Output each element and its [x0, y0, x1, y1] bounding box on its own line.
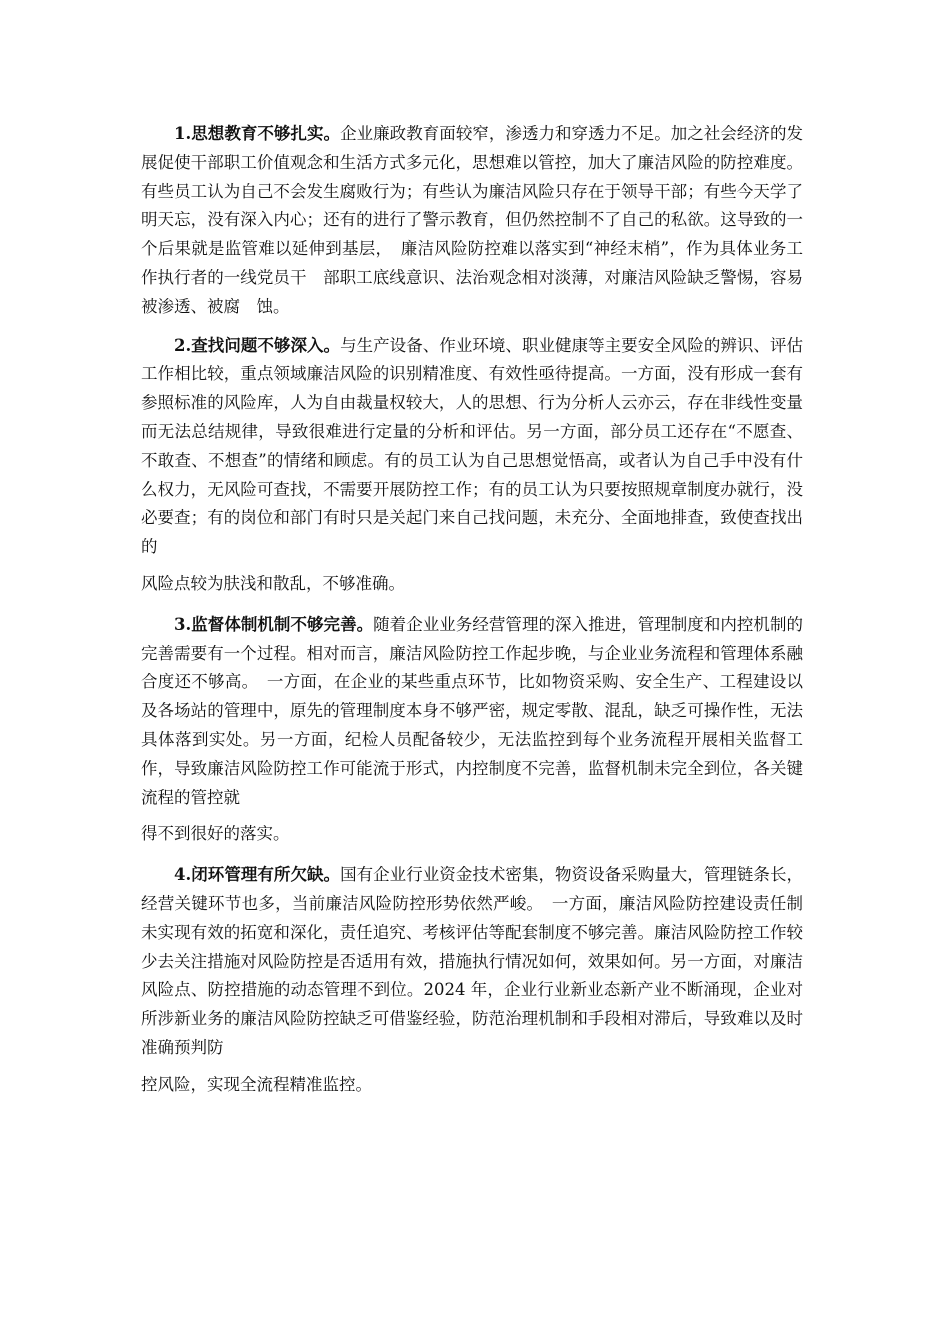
- section-3: [141, 611, 803, 849]
- section-heading: 3.监督体制机制不够完善。: [174, 614, 374, 634]
- paragraph: [141, 332, 803, 562]
- section-heading: 1.思想教育不够扎实。: [174, 124, 341, 143]
- paragraph-continuation: 控风险，实现全流程精准监控。: [141, 1074, 372, 1094]
- section-2: [141, 332, 803, 599]
- section-text: 与生产设备、作业环境、职业健康等主要安全风险的辨识、评估工作相比较，重点领域廉洁风险的识别精准度、有效性亟待提高。一方面，没有形成一套有参照标准的风险库，人为自由裁量权较大，人的思想、行为分析人云亦云，存在非线性变量而无法总结规律，导致很难进行定量的分析和评估。另一方面，部分员工还存在“不愿查、不敢查、不想查”的情绪和顾虑。有的员工认为自己思想觉悟高，或者认为自己手中没有什么权力，无风险可查找，不需要开展防控工作；有的员工认为只要按照规章制度办就行，没必要查；有的岗位和部门有时只是关起门来自己找问题，未充分、全面地排查，致使查找出的: [141, 335, 804, 557]
- section-text: 企业廉政教育面较窄，渗透力和穿透力不足。加之社会经济的发展促使干部职工价值观念和生活方式多元化，思想难以管控，加大了廉洁风险的防控难度。有些员工认为自己不会发生腐败行为；有些认为廉洁风险只存在于领导干部；有些今天学了明天忘，没有深入内心；还有的进行了警示教育，但仍然控制不了自己的私欲。这导致的一个后果就是监管难以延伸到基层， 廉洁风险防控难以落实到“神经末梢”，作为具体业务工作执行者的一线党员干 部职工底线意识、法治观念相对淡薄，对廉洁风险缺乏警惕，容易被渗透、被腐 蚀。: [141, 124, 804, 316]
- section-4: [141, 861, 803, 1099]
- paragraph: [141, 861, 803, 1063]
- paragraph-continuation: 得不到很好的落实。: [141, 824, 290, 844]
- document-body: [141, 120, 803, 1100]
- section-1: [141, 120, 803, 322]
- section-text: 随着企业业务经营管理的深入推进，管理制度和内控机制的完善需要有一个过程。相对而言，廉洁风险防控工作起步晚，与企业业务流程和管理体系融合度还不够高。 一方面，在企业的某些重点环节，比如物资采购、安全生产、工程建设以及各场站的管理中，原先的管理制度本身不够严密，规定零散、混乱，缺乏可操作性，无法具体落到实处。另一方面，纪检人员配备较少，无法监控到每个业务流程开展相关监督工作，导致廉洁风险防控工作可能流于形式，内控制度不完善，监督机制未完全到位，各关键流程的管控就: [141, 614, 803, 807]
- paragraph: [141, 611, 803, 813]
- section-text: 国有企业行业资金技术密集，物资设备采购量大，管理链条长，经营关键环节也多，当前廉洁风险防控形势依然严峻。 一方面，廉洁风险防控建设责任制未实现有效的拓宽和深化，责任追究、考核评估等配套制度不够完善。廉洁风险防控工作较少去关注措施对风险防控是否适用有效，措施执行情况如何，效果如何。另一方面，对廉洁风险点、防控措施的动态管理不到位。2024 年，企业行业新业态新产业不断涌现，企业对所涉新业务的廉洁风险防控缺乏可借鉴经验，防范治理机制和手段相对滞后，导致难以及时准确预判防: [141, 865, 804, 1057]
- paragraph: [141, 120, 803, 322]
- paragraph-continuation: 风险点较为肤浅和散乱，不够准确。: [141, 573, 405, 593]
- section-heading: 2.查找问题不够深入。: [174, 335, 341, 355]
- section-heading: 4.闭环管理有所欠缺。: [174, 865, 341, 885]
